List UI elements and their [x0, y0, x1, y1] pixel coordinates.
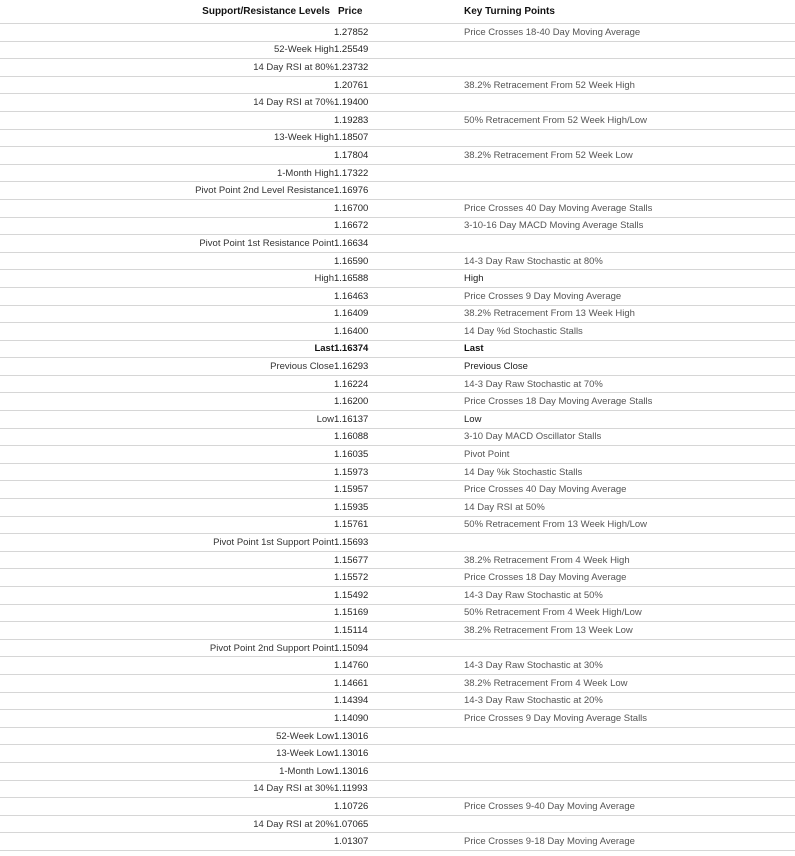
spacer-cell [380, 499, 464, 517]
spacer-cell [380, 76, 464, 94]
price-cell: 1.19400 [334, 94, 380, 112]
price-cell: 1.14661 [334, 674, 380, 692]
turning-point-cell: 14 Day %k Stochastic Stalls [464, 463, 795, 481]
support-level-cell [0, 516, 334, 534]
price-cell: 1.16976 [334, 182, 380, 200]
spacer-cell [380, 569, 464, 587]
spacer-cell [380, 481, 464, 499]
table-row [0, 217, 795, 235]
support-level-cell: 52-Week High [0, 41, 334, 59]
table-row [0, 499, 795, 517]
table-row [0, 551, 795, 569]
price-cell: 1.17804 [334, 147, 380, 165]
table-row [0, 692, 795, 710]
table-row [0, 587, 795, 605]
support-level-cell: 1-Month High [0, 164, 334, 182]
turning-point-cell: High [464, 270, 795, 288]
support-level-cell: Pivot Point 1st Support Point [0, 534, 334, 552]
price-cell: 1.23732 [334, 59, 380, 77]
turning-point-cell [464, 235, 795, 253]
price-cell: 1.15693 [334, 534, 380, 552]
turning-point-cell: Last [464, 340, 795, 358]
table-row [0, 235, 795, 253]
header-support-levels: Support/Resistance Levels [0, 0, 334, 24]
turning-point-cell: Low [464, 411, 795, 429]
turning-point-cell [464, 780, 795, 798]
price-cell: 1.15094 [334, 639, 380, 657]
turning-point-cell: 14-3 Day Raw Stochastic at 70% [464, 375, 795, 393]
turning-point-cell [464, 745, 795, 763]
support-level-cell: 13-Week Low [0, 745, 334, 763]
turning-point-cell [464, 534, 795, 552]
price-cell: 1.16634 [334, 235, 380, 253]
support-level-cell [0, 76, 334, 94]
price-cell: 1.16035 [334, 446, 380, 464]
support-level-cell [0, 833, 334, 851]
table-row [0, 305, 795, 323]
price-cell: 1.16463 [334, 287, 380, 305]
table-row [0, 340, 795, 358]
table-row [0, 639, 795, 657]
table-row [0, 358, 795, 376]
support-level-cell [0, 622, 334, 640]
table-row [0, 481, 795, 499]
spacer-cell [380, 833, 464, 851]
price-cell: 1.15677 [334, 551, 380, 569]
support-level-cell [0, 674, 334, 692]
price-cell: 1.07065 [334, 815, 380, 833]
support-level-cell [0, 305, 334, 323]
turning-point-cell: 14-3 Day Raw Stochastic at 20% [464, 692, 795, 710]
turning-point-cell: 38.2% Retracement From 4 Week Low [464, 674, 795, 692]
turning-point-cell [464, 164, 795, 182]
spacer-cell [380, 780, 464, 798]
spacer-cell [380, 111, 464, 129]
spacer-cell [380, 551, 464, 569]
spacer-cell [380, 657, 464, 675]
spacer-cell [380, 24, 464, 42]
turning-point-cell: Price Crosses 40 Day Moving Average Stalls [464, 199, 795, 217]
spacer-cell [380, 815, 464, 833]
turning-point-cell: Previous Close [464, 358, 795, 376]
price-cell: 1.20761 [334, 76, 380, 94]
table-row [0, 24, 795, 42]
support-level-cell: 1-Month Low [0, 762, 334, 780]
spacer-cell [380, 692, 464, 710]
price-cell: 1.14090 [334, 710, 380, 728]
spacer-cell [380, 41, 464, 59]
spacer-cell [380, 534, 464, 552]
turning-point-cell [464, 94, 795, 112]
price-cell: 1.14394 [334, 692, 380, 710]
price-cell: 1.15935 [334, 499, 380, 517]
spacer-cell [380, 639, 464, 657]
turning-point-cell: 38.2% Retracement From 13 Week Low [464, 622, 795, 640]
price-cell: 1.15492 [334, 587, 380, 605]
price-cell: 1.16700 [334, 199, 380, 217]
spacer-cell [380, 164, 464, 182]
table-row [0, 252, 795, 270]
table-row [0, 534, 795, 552]
spacer-cell [380, 59, 464, 77]
table-body [0, 24, 795, 851]
turning-point-cell: 50% Retracement From 4 Week High/Low [464, 604, 795, 622]
support-level-cell: Previous Close [0, 358, 334, 376]
price-cell: 1.15761 [334, 516, 380, 534]
price-cell: 1.01307 [334, 833, 380, 851]
support-level-cell [0, 393, 334, 411]
support-level-cell [0, 569, 334, 587]
support-level-cell [0, 481, 334, 499]
turning-point-cell: Price Crosses 9 Day Moving Average Stalls [464, 710, 795, 728]
table-row [0, 94, 795, 112]
table-row [0, 147, 795, 165]
support-level-cell: Last [0, 340, 334, 358]
table-row [0, 59, 795, 77]
spacer-cell [380, 463, 464, 481]
table-row [0, 780, 795, 798]
spacer-cell [380, 129, 464, 147]
price-cell: 1.15114 [334, 622, 380, 640]
support-level-cell: 13-Week High [0, 129, 334, 147]
support-level-cell [0, 217, 334, 235]
turning-point-cell: 38.2% Retracement From 52 Week High [464, 76, 795, 94]
price-cell: 1.13016 [334, 727, 380, 745]
spacer-cell [380, 587, 464, 605]
price-cell: 1.13016 [334, 745, 380, 763]
turning-point-cell [464, 762, 795, 780]
support-level-cell [0, 587, 334, 605]
table-row [0, 375, 795, 393]
turning-point-cell: 50% Retracement From 13 Week High/Low [464, 516, 795, 534]
price-cell: 1.16409 [334, 305, 380, 323]
price-cell: 1.14760 [334, 657, 380, 675]
price-cell: 1.16200 [334, 393, 380, 411]
turning-point-cell [464, 727, 795, 745]
price-cell: 1.16224 [334, 375, 380, 393]
spacer-cell [380, 217, 464, 235]
price-cell: 1.18507 [334, 129, 380, 147]
support-level-cell [0, 499, 334, 517]
price-cell: 1.16374 [334, 340, 380, 358]
table-row [0, 393, 795, 411]
turning-point-cell: Price Crosses 9-18 Day Moving Average [464, 833, 795, 851]
turning-point-cell: 14 Day RSI at 50% [464, 499, 795, 517]
spacer-cell [380, 340, 464, 358]
support-level-cell: Low [0, 411, 334, 429]
table-row [0, 270, 795, 288]
turning-point-cell: 38.2% Retracement From 4 Week High [464, 551, 795, 569]
turning-point-cell: Price Crosses 18 Day Moving Average [464, 569, 795, 587]
price-cell: 1.16588 [334, 270, 380, 288]
table-row [0, 569, 795, 587]
price-cell: 1.16400 [334, 323, 380, 341]
table-row [0, 129, 795, 147]
spacer-cell [380, 393, 464, 411]
support-level-cell: 14 Day RSI at 80% [0, 59, 334, 77]
spacer-cell [380, 358, 464, 376]
price-cell: 1.27852 [334, 24, 380, 42]
price-cell: 1.10726 [334, 798, 380, 816]
turning-point-cell: 14-3 Day Raw Stochastic at 50% [464, 587, 795, 605]
turning-point-cell: 14-3 Day Raw Stochastic at 30% [464, 657, 795, 675]
spacer-cell [380, 516, 464, 534]
turning-point-cell: Price Crosses 18 Day Moving Average Stalls [464, 393, 795, 411]
spacer-cell [380, 375, 464, 393]
table-row [0, 76, 795, 94]
price-cell: 1.15957 [334, 481, 380, 499]
table-row [0, 745, 795, 763]
table-row [0, 657, 795, 675]
turning-point-cell [464, 182, 795, 200]
spacer-cell [380, 411, 464, 429]
support-level-cell: 14 Day RSI at 30% [0, 780, 334, 798]
table-row [0, 710, 795, 728]
support-level-cell [0, 199, 334, 217]
turning-point-cell: 3-10-16 Day MACD Moving Average Stalls [464, 217, 795, 235]
table-row [0, 798, 795, 816]
spacer-cell [380, 710, 464, 728]
spacer-cell [380, 182, 464, 200]
support-level-cell [0, 657, 334, 675]
spacer-cell [380, 428, 464, 446]
support-level-cell [0, 551, 334, 569]
table-row [0, 727, 795, 745]
table-row [0, 815, 795, 833]
spacer-cell [380, 762, 464, 780]
spacer-cell [380, 235, 464, 253]
price-cell: 1.15572 [334, 569, 380, 587]
spacer-cell [380, 270, 464, 288]
spacer-cell [380, 622, 464, 640]
turning-point-cell: Price Crosses 9-40 Day Moving Average [464, 798, 795, 816]
table-row [0, 287, 795, 305]
spacer-cell [380, 252, 464, 270]
turning-point-cell [464, 815, 795, 833]
support-level-cell [0, 463, 334, 481]
header-key-turning-points: Key Turning Points [464, 0, 795, 24]
support-level-cell: 14 Day RSI at 70% [0, 94, 334, 112]
turning-point-cell [464, 639, 795, 657]
turning-point-cell [464, 41, 795, 59]
table-row [0, 622, 795, 640]
price-cell: 1.15973 [334, 463, 380, 481]
price-cell: 1.19283 [334, 111, 380, 129]
support-level-cell [0, 24, 334, 42]
table-row [0, 199, 795, 217]
spacer-cell [380, 323, 464, 341]
spacer-cell [380, 199, 464, 217]
price-cell: 1.16293 [334, 358, 380, 376]
turning-point-cell [464, 129, 795, 147]
spacer-cell [380, 727, 464, 745]
table-row [0, 323, 795, 341]
spacer-cell [380, 674, 464, 692]
price-cell: 1.16672 [334, 217, 380, 235]
support-level-cell: Pivot Point 2nd Support Point [0, 639, 334, 657]
table-row [0, 463, 795, 481]
turning-point-cell: 3-10 Day MACD Oscillator Stalls [464, 428, 795, 446]
header-price: Price [334, 0, 464, 24]
support-level-cell: 14 Day RSI at 20% [0, 815, 334, 833]
support-level-cell [0, 710, 334, 728]
turning-point-cell: Price Crosses 40 Day Moving Average [464, 481, 795, 499]
support-level-cell [0, 428, 334, 446]
spacer-cell [380, 94, 464, 112]
spacer-cell [380, 305, 464, 323]
spacer-cell [380, 147, 464, 165]
price-cell: 1.15169 [334, 604, 380, 622]
price-cell: 1.11993 [334, 780, 380, 798]
support-level-cell [0, 604, 334, 622]
support-level-cell [0, 692, 334, 710]
table-row [0, 833, 795, 851]
support-level-cell: Pivot Point 1st Resistance Point [0, 235, 334, 253]
table-row [0, 604, 795, 622]
support-level-cell [0, 375, 334, 393]
turning-point-cell: 38.2% Retracement From 13 Week High [464, 305, 795, 323]
spacer-cell [380, 745, 464, 763]
support-level-cell [0, 287, 334, 305]
support-level-cell [0, 323, 334, 341]
price-cell: 1.16137 [334, 411, 380, 429]
table-row [0, 762, 795, 780]
table-row [0, 411, 795, 429]
turning-point-cell: Price Crosses 18-40 Day Moving Average [464, 24, 795, 42]
header-row [0, 0, 795, 24]
price-cell: 1.17322 [334, 164, 380, 182]
turning-point-cell: Pivot Point [464, 446, 795, 464]
spacer-cell [380, 287, 464, 305]
table-row [0, 674, 795, 692]
spacer-cell [380, 446, 464, 464]
table-row [0, 164, 795, 182]
table-row [0, 446, 795, 464]
table-row [0, 182, 795, 200]
turning-point-cell: 50% Retracement From 52 Week High/Low [464, 111, 795, 129]
price-cell: 1.16088 [334, 428, 380, 446]
turning-point-cell: Price Crosses 9 Day Moving Average [464, 287, 795, 305]
table-row [0, 111, 795, 129]
spacer-cell [380, 604, 464, 622]
support-level-cell [0, 798, 334, 816]
support-level-cell [0, 252, 334, 270]
table-row [0, 428, 795, 446]
table-row [0, 516, 795, 534]
turning-point-cell: 14 Day %d Stochastic Stalls [464, 323, 795, 341]
turning-point-cell: 38.2% Retracement From 52 Week Low [464, 147, 795, 165]
turning-point-cell [464, 59, 795, 77]
price-cell: 1.25549 [334, 41, 380, 59]
turning-point-cell: 14-3 Day Raw Stochastic at 80% [464, 252, 795, 270]
price-cell: 1.13016 [334, 762, 380, 780]
support-level-cell [0, 446, 334, 464]
price-cell: 1.16590 [334, 252, 380, 270]
table-row [0, 41, 795, 59]
support-level-cell: High [0, 270, 334, 288]
support-level-cell [0, 147, 334, 165]
spacer-cell [380, 798, 464, 816]
support-level-cell: Pivot Point 2nd Level Resistance [0, 182, 334, 200]
support-level-cell: 52-Week Low [0, 727, 334, 745]
support-level-cell [0, 111, 334, 129]
